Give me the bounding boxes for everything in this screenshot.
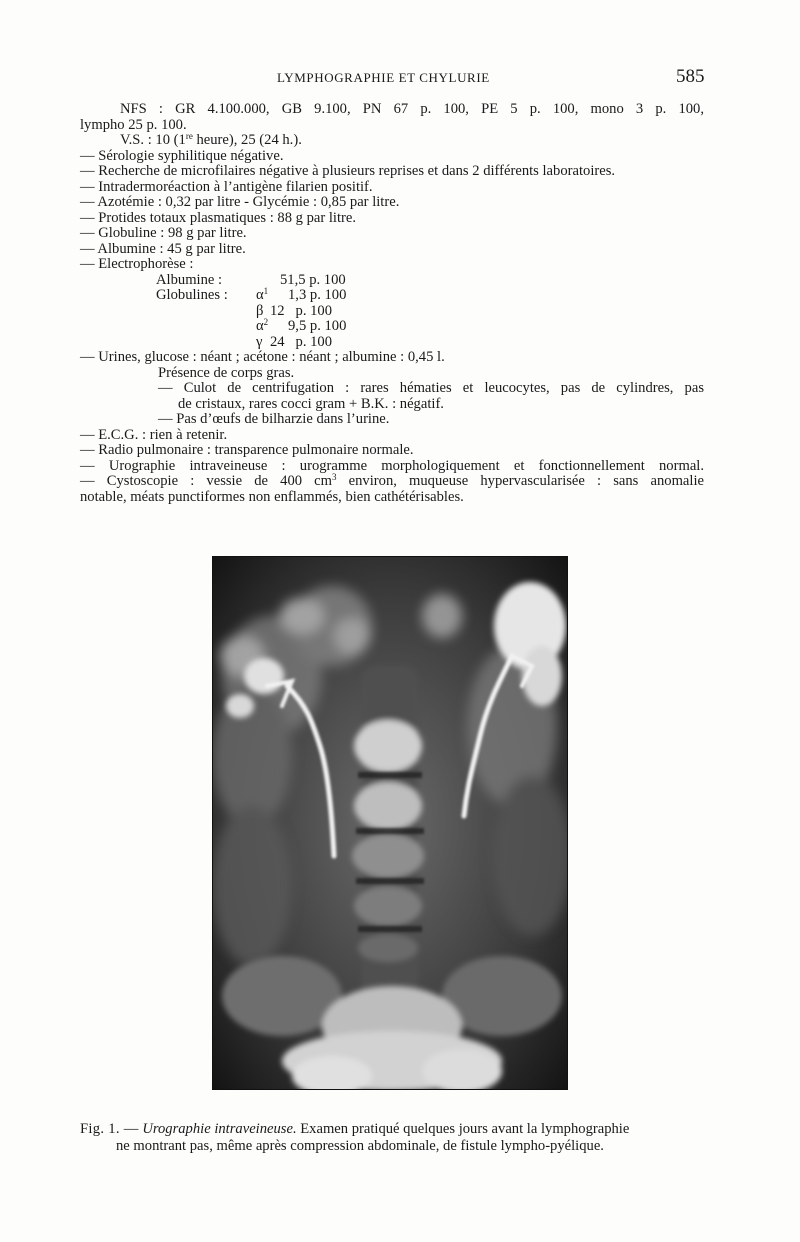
globuline-value: 12 p. 100 xyxy=(270,302,333,319)
globuline-value: 9,5 p. 100 xyxy=(288,318,347,334)
cysto-sup: 3 xyxy=(332,472,337,482)
electrophorese-row xyxy=(80,304,704,320)
corps-gras-line: Présence de corps gras. xyxy=(158,364,295,381)
cystoscopie-line-1 xyxy=(80,474,704,490)
nfs-line-2: lympho 25 p. 100. xyxy=(80,116,187,133)
globuline-greek: $\alpha^2$ xyxy=(256,317,269,334)
globuline-value: 1,3 p. 100 xyxy=(288,287,347,303)
body-text xyxy=(80,102,704,505)
caption-line-2: ne montrant pas, même après compression abdominale, de fistule lympho-pyélique. xyxy=(116,1138,604,1154)
list-item: — Azotémie : 0,32 par litre - Glycémie : 0,85 par litre. xyxy=(80,194,400,210)
list-item: — Sérologie syphilitique négative. xyxy=(80,147,284,164)
vs-line xyxy=(80,133,704,149)
cysto-post: environ, muqueuse hypervascularisée : sans anomalie xyxy=(336,473,704,489)
albumine-label: Albumine : xyxy=(156,271,223,288)
caption-text-1: Examen pratiqué quelques jours avant la lymphographie xyxy=(296,1121,630,1137)
electrophorese-albumine-row xyxy=(80,273,704,289)
globuline-greek: $\alpha^1$ xyxy=(256,286,269,303)
bilharzie-line: — Pas d’œufs de bilharzie dans l’urine. xyxy=(158,411,390,427)
albumine-value: 51,5 p. 100 xyxy=(280,271,346,288)
running-title: LYMPHOGRAPHIE ET CHYLURIE xyxy=(277,70,490,85)
urines-line: — Urines, glucose : néant ; acétone : néant ; albumine : 0,45 l. xyxy=(80,349,445,365)
list-item: — Recherche de microfilaires négative à plusieurs reprises et dans 2 différents laboratoires. xyxy=(80,163,616,179)
culot-line-2: de cristaux, rares cocci gram + B.K. : négatif. xyxy=(178,395,444,412)
list-item: — Intradermoréaction à l’antigène filarien positif. xyxy=(80,178,373,195)
vs-pre: V.S. : 10 (1 xyxy=(120,132,186,148)
culot-line-1: — Culot de centrifugation : rares hématies et leucocytes, pas de cylindres, pas xyxy=(158,380,704,396)
electrophorese-row xyxy=(80,335,704,351)
figure-label: Fig. 1. — xyxy=(80,1121,139,1137)
vs-sup: re xyxy=(185,131,193,141)
running-head xyxy=(0,66,800,90)
ecg-line: — E.C.G. : rien à retenir. xyxy=(80,426,228,443)
list-item: — Electrophorèse : xyxy=(80,256,194,272)
globulines-label: Globulines : xyxy=(156,287,228,303)
cystoscopie-line-2: notable, méats punctiformes non enflammés, bien cathétérisables. xyxy=(80,488,464,505)
page-number: 585 xyxy=(676,66,705,87)
globuline-value: 24 p. 100 xyxy=(270,333,333,350)
globuline-greek: β xyxy=(256,302,264,319)
globuline-greek: γ xyxy=(256,333,263,350)
nfs-line-1: NFS : GR 4.100.000, GB 9.100, PN 67 p. 100, PE 5 p. 100, mono 3 p. 100, xyxy=(120,101,704,117)
vs-post: heure), 25 (24 h.). xyxy=(192,132,302,148)
electrophorese-row xyxy=(80,319,704,335)
urography-xray-image xyxy=(212,556,568,1090)
list-item: — Protides totaux plasmatiques : 88 g par litre. xyxy=(80,209,357,226)
list-item: — Albumine : 45 g par litre. xyxy=(80,240,246,257)
cysto-pre: — Cystoscopie : vessie de 400 cm xyxy=(80,473,333,489)
electrophorese-globulines-row xyxy=(80,288,704,304)
caption-line-1 xyxy=(80,1121,704,1138)
figure-title: Urographie intraveineuse. xyxy=(142,1121,297,1137)
radio-line: — Radio pulmonaire : transparence pulmonaire normale. xyxy=(80,442,414,458)
figure-caption xyxy=(80,1121,704,1155)
list-item: — Globuline : 98 g par litre. xyxy=(80,225,247,241)
urographie-line: — Urographie intraveineuse : urogramme morphologiquement et fonctionnellement normal. xyxy=(80,457,704,474)
